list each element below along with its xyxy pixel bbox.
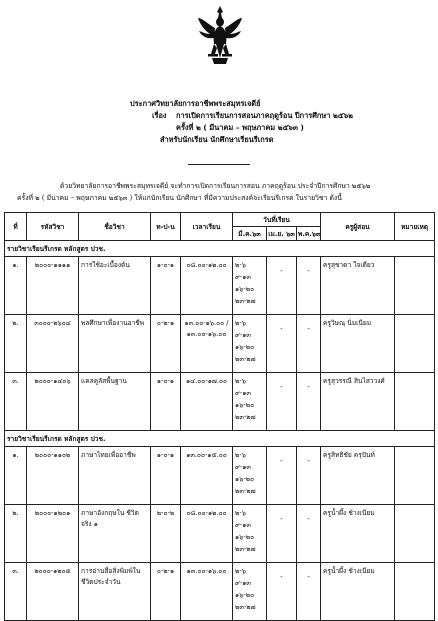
date-range: ๑๖-๒๐ (235, 285, 255, 293)
may-dates: - (297, 315, 321, 373)
date-range: ๒๓-๒๗ (235, 545, 256, 553)
course-code: ๒๐๐๐-๑๔๐๖ (27, 373, 79, 431)
course-credit: ๑-๐-๑ (151, 447, 181, 505)
course-code: ๓๐๐๐-๒๖๐๔ (27, 315, 79, 373)
remark (395, 563, 435, 621)
april-dates: - (267, 315, 297, 373)
course-credit: ๑-๐-๑ (151, 373, 181, 431)
table-row (5, 257, 435, 315)
teacher-name: ครูสุชาดา ใจเดียว (321, 257, 395, 315)
course-credit: ๒-๐-๒ (151, 505, 181, 563)
date-range: ๒๓-๒๗ (235, 413, 256, 421)
intro-line-1: ด้วยวิทยาลัยการอาชีพพระสมุทรเจดีย์ จะทำการเปิดการเรียนการสอน ภาคฤดูร้อน ประจำปีการศึกษา ๒๕๖๒ (60, 182, 371, 190)
course-credit: ๐-๒-๑ (151, 563, 181, 621)
may-dates: - (297, 563, 321, 621)
date-range: ๒-๖ (235, 509, 246, 517)
table-row (5, 315, 435, 373)
course-table (4, 212, 435, 621)
date-range: ๒-๖ (235, 261, 246, 269)
header-days: วันที่เรียน (233, 213, 321, 227)
remark (395, 257, 435, 315)
row-no: ๒. (5, 315, 27, 373)
section-title: รายวิชาเรียนรีเกรด หลักสูตร ปวช. (5, 241, 435, 257)
date-range: ๒-๖ (235, 319, 246, 327)
header-no: ที่ (5, 213, 27, 241)
section-row (5, 241, 435, 257)
header-credit: ท-ป-น (151, 213, 181, 241)
march-dates (233, 373, 267, 431)
intro-line-2: ครั้งที่ ๒ ( มีนาคม – พฤษภาคม ๒๕๖๓ ) ให้แก่นักเรียน นักศึกษา ที่มีความประสงค์จะเรียนรีเกรด ในรายวิชา ดังนี้ (17, 194, 342, 202)
class-time: ๑๔.๐๐-๑๗.๐๐ (181, 373, 233, 431)
header-remark: หมายเหตุ (395, 213, 435, 241)
date-range: ๒-๖ (235, 567, 246, 575)
header-name: ชื่อวิชา (79, 213, 151, 241)
march-dates (233, 505, 267, 563)
section-row (5, 431, 435, 447)
announcement-title: ประกาศวิทยาลัยการอาชีพพระสมุทรเจดีย์ (130, 99, 261, 108)
table-row (5, 505, 435, 563)
april-dates: - (267, 505, 297, 563)
class-time: ๑๓.๐๐-๑๕.๐๐ (181, 447, 233, 505)
class-time: ๑๓.๐๐-๑๖.๐๐ / ๑๓.๐๐-๑๖.๐๐ (181, 315, 233, 373)
course-name: แคลคูลัสพื้นฐาน (79, 373, 151, 431)
teacher-name: ครูน้ำผึ้ง ช้างเนียม (321, 563, 395, 621)
course-name: พลศึกษาเพื่องานอาชีพ (79, 315, 151, 373)
march-dates (233, 257, 267, 315)
row-no: ๓. (5, 563, 27, 621)
remark (395, 315, 435, 373)
date-range: ๒๓-๒๗ (235, 297, 256, 305)
april-dates: - (267, 257, 297, 315)
date-range: ๒๓-๒๗ (235, 355, 256, 363)
date-range: ๒-๖ (235, 451, 246, 459)
header-month-2: เม.ย. ๖๓ (267, 227, 297, 241)
header-divider (188, 164, 250, 165)
remark (395, 373, 435, 431)
date-range: ๑๖-๒๐ (235, 343, 255, 351)
teacher-name: ครูน้ำผึ้ง ช้างเนียม (321, 505, 395, 563)
course-credit: ๐-๒-๑ (151, 315, 181, 373)
class-time: ๑๓.๐๐-๑๖.๐๐ (181, 563, 233, 621)
remark (395, 505, 435, 563)
date-range: ๑๖-๒๐ (235, 591, 255, 599)
date-range: ๙-๑๓ (235, 463, 251, 471)
class-time: ๐๘.๐๐-๑๒.๐๐ (181, 505, 233, 563)
row-no: ๑. (5, 257, 27, 315)
may-dates: - (297, 257, 321, 315)
teacher-name: ครูวิษณุ นิ่มเนียม (321, 315, 395, 373)
may-dates: - (297, 505, 321, 563)
may-dates: - (297, 373, 321, 431)
course-name: ภาษาอังกฤษใน ชีวิตจริง ๑ (79, 505, 151, 563)
date-range: ๙-๑๓ (235, 331, 251, 339)
course-code: ๒๐๐๐-๑๑๐๒ (27, 447, 79, 505)
date-range: ๙-๑๓ (235, 389, 251, 397)
row-no: ๒. (5, 505, 27, 563)
course-name: การใช้อะเบื้องต้น (79, 257, 151, 315)
table-row (5, 563, 435, 621)
header-month-3: พ.ค.๖๓ (297, 227, 321, 241)
may-dates: - (297, 447, 321, 505)
row-no: ๓. (5, 373, 27, 431)
course-code: ๒๐๐๐-๑๑๑๑ (27, 257, 79, 315)
header-teacher: ครูผู้สอน (321, 213, 395, 241)
garuda-emblem-icon (196, 4, 244, 66)
course-name: ภาษาไทยเพื่ออาชีพ (79, 447, 151, 505)
date-range: ๙-๑๓ (235, 579, 251, 587)
table-row (5, 447, 435, 505)
date-range: ๙-๑๓ (235, 273, 251, 281)
session-line: ครั้งที่ ๒ ( มีนาคม – พฤษภาคม ๒๕๖๓ ) (176, 123, 304, 132)
date-range: ๑๖-๒๐ (235, 401, 255, 409)
march-dates (233, 315, 267, 373)
table-row (5, 373, 435, 431)
april-dates: - (267, 373, 297, 431)
april-dates: - (267, 447, 297, 505)
march-dates (233, 563, 267, 621)
remark (395, 447, 435, 505)
section-title: รายวิชาเรียนรีเกรด หลักสูตร ปวช. (5, 431, 435, 447)
subject-key: เรื่อง (152, 111, 167, 120)
row-no: ๑. (5, 447, 27, 505)
date-range: ๒๓-๒๗ (235, 603, 256, 611)
date-range: ๙-๑๓ (235, 521, 251, 529)
teacher-name: ครูสุวรรณี สินไสววงศ์ (321, 373, 395, 431)
header-time: เวลาเรียน (181, 213, 233, 241)
date-range: ๑๖-๒๐ (235, 475, 255, 483)
course-name: การอ่านสื่อสิ่งพิมพ์ใน ชีวิตประจำวัน (79, 563, 151, 621)
date-range: ๑๖-๒๐ (235, 533, 255, 541)
teacher-name: ครูสิทธิชัย ครุปันท์ (321, 447, 395, 505)
header-month-1: มี.ค.๖๓ (233, 227, 267, 241)
header-code: รหัสวิชา (27, 213, 79, 241)
intro-paragraph (0, 180, 438, 204)
april-dates: - (267, 563, 297, 621)
subject-value: การเปิดการเรียนการสอนภาคฤดูร้อน ปีการศึกษา ๒๕๖๒ (176, 111, 354, 120)
course-code: ๒๐๐๐-๑๒๐๕ (27, 563, 79, 621)
date-range: ๒-๖ (235, 377, 246, 385)
class-time: ๐๘.๐๐-๑๒.๐๐ (181, 257, 233, 315)
course-credit: ๑-๐-๑ (151, 257, 181, 315)
target-line: สำหรับนักเรียน นักศึกษาเรียนรีเกรด (160, 135, 274, 144)
march-dates (233, 447, 267, 505)
announcement-header (0, 98, 438, 146)
date-range: ๒๓-๒๗ (235, 487, 256, 495)
course-code: ๒๐๐๐-๑๒๐๑ (27, 505, 79, 563)
